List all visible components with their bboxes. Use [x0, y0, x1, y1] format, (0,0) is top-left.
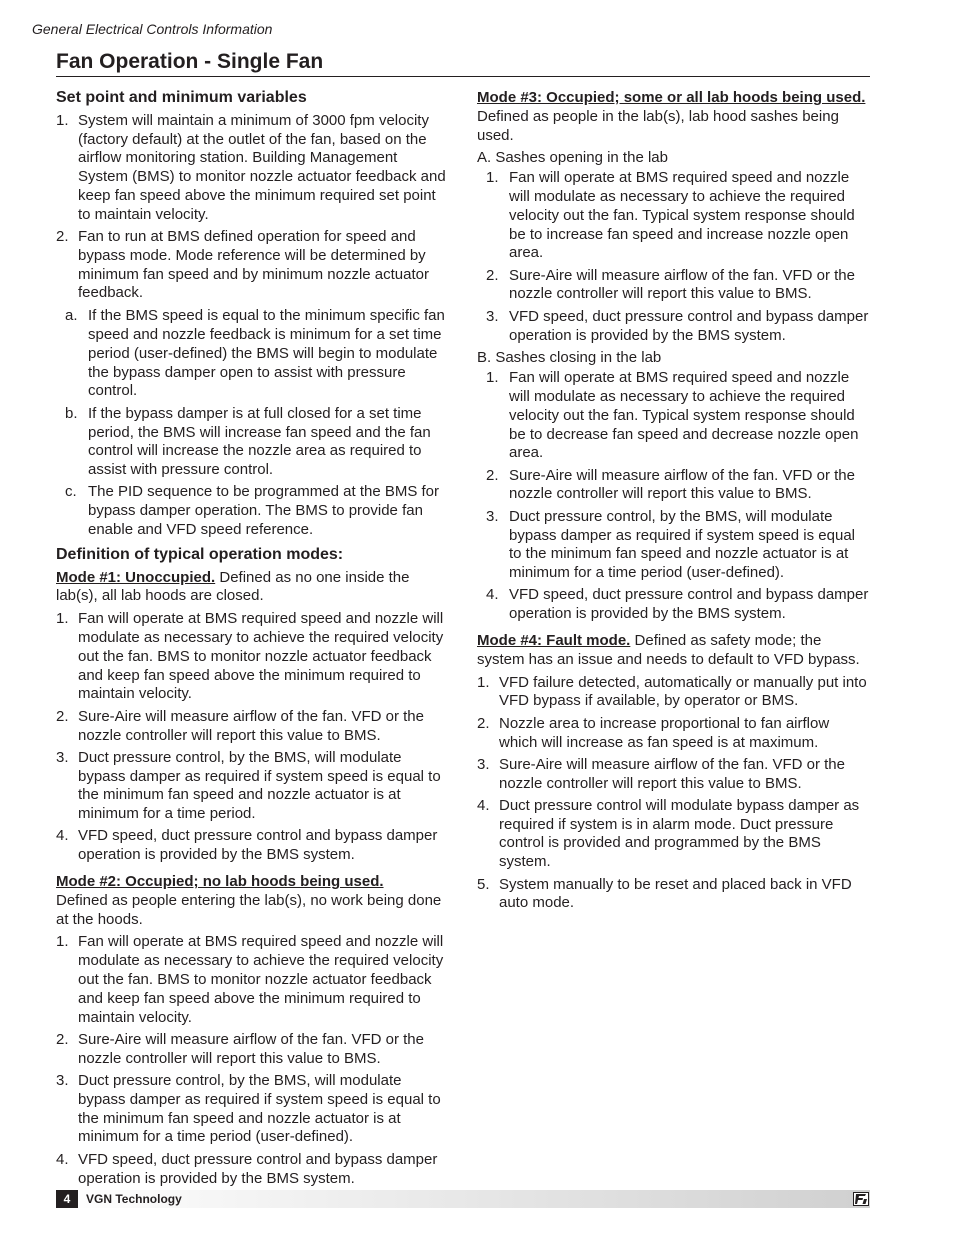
list-marker: b.	[65, 404, 78, 422]
list-item	[56, 708, 450, 746]
list-item	[56, 307, 450, 401]
list-item	[56, 1031, 450, 1069]
list-marker: 5.	[477, 875, 490, 893]
mode1-intro	[56, 569, 450, 607]
list-text: Sure-Aire will measure airflow of the fan. VFD or the nozzle controller will report this value to BMS.	[78, 707, 424, 744]
list-item	[56, 228, 450, 303]
list-text: Sure-Aire will measure airflow of the fan. VFD or the nozzle controller will report this value to BMS.	[499, 755, 845, 792]
mode3b-list	[477, 369, 871, 624]
list-item	[56, 827, 450, 865]
list-item	[56, 1151, 450, 1189]
list-item	[477, 467, 871, 505]
list-text: Fan to run at BMS defined operation for speed and bypass mode. Mode reference will be determined by minimum fan speed and by minimum nozzle actuator feedback.	[78, 228, 429, 302]
list-text: VFD speed, duct pressure control and bypass damper operation is provided by the BMS system.	[509, 586, 869, 623]
list-text: Duct pressure control will modulate bypass damper as required if system is in alarm mode. Duct pressure control is provided and programmed by the BMS system.	[499, 796, 860, 871]
list-item	[477, 169, 871, 263]
list-marker: 2.	[56, 707, 69, 725]
setpoint-list	[56, 112, 450, 303]
list-marker: a.	[65, 307, 78, 325]
list-marker: 2.	[56, 228, 69, 246]
page-number: 4	[56, 1190, 78, 1208]
list-marker: 2.	[486, 466, 499, 484]
list-text: Duct pressure control, by the BMS, will modulate bypass damper as required if system speed is equal to the minimum fan speed and nozzle actuator is at minimum for a time period (user-defined).	[509, 507, 856, 582]
list-text: Sure-Aire will measure airflow of the fan. VFD or the nozzle controller will report this value to BMS.	[509, 466, 855, 503]
list-text: VFD failure detected, automatically or manually put into VFD bypass if available, by operator or BMS.	[499, 673, 867, 710]
list-item	[477, 508, 871, 583]
list-item	[56, 112, 450, 225]
list-marker: 3.	[486, 507, 499, 525]
list-marker: 2.	[56, 1030, 69, 1048]
list-item	[477, 308, 871, 346]
list-text: Fan will operate at BMS required speed and nozzle will modulate as necessary to achieve the required velocity out the fan. Typical system response should be to increase fan speed and increase nozzle open area.	[509, 169, 855, 262]
list-item	[56, 1072, 450, 1147]
list-marker: 2.	[486, 266, 499, 284]
list-text: Sure-Aire will measure airflow of the fan. VFD or the nozzle controller will report this value to BMS.	[509, 266, 855, 303]
list-item	[477, 586, 871, 624]
list-text: Fan will operate at BMS required speed and nozzle will modulate as necessary to achieve the required velocity out the fan. Typical system response should be to decrease fan speed and decrease nozzle open area.	[509, 369, 859, 462]
greenheck-logo-icon	[853, 1192, 869, 1206]
mode3a-heading: A. Sashes opening in the lab	[477, 149, 668, 167]
list-item	[56, 483, 450, 539]
list-marker: 1.	[486, 369, 499, 387]
running-header: General Electrical Controls Information	[32, 21, 273, 37]
mode3-label: Mode #3: Occupied; some or all lab hoods being used.	[477, 89, 866, 106]
list-item	[477, 715, 871, 753]
mode2-list	[56, 933, 450, 1188]
list-marker: 4.	[486, 586, 499, 604]
list-marker: 1.	[56, 610, 69, 628]
list-marker: 4.	[56, 1150, 69, 1168]
left-column	[56, 89, 450, 1192]
mode1-description: Defined as no one inside the lab(s), all lab hoods are closed.	[56, 568, 410, 605]
setpoint-sublist	[56, 307, 450, 540]
mode4-label: Mode #4: Fault mode.	[477, 632, 631, 650]
list-item	[56, 933, 450, 1027]
list-marker: 3.	[486, 307, 499, 325]
list-item	[477, 797, 871, 872]
list-text: Duct pressure control, by the BMS, will modulate bypass damper as required if system speed is equal to the minimum fan speed and nozzle actuator is at minimum for a time period.	[78, 748, 441, 823]
list-marker: 1.	[56, 933, 69, 951]
list-marker: 2.	[477, 714, 490, 732]
list-marker: 4.	[477, 796, 490, 814]
list-marker: 3.	[477, 755, 490, 773]
list-text: The PID sequence to be programmed at the BMS for bypass damper operation. The BMS to provide fan enable and VFD speed reference.	[88, 483, 440, 539]
mode1-label: Mode #1: Unoccupied.	[56, 568, 216, 586]
mode4-list	[477, 674, 871, 914]
mode4-description: Defined as safety mode; the system has an issue and needs to default to VFD bypass.	[477, 632, 860, 668]
mode3b-heading: B. Sashes closing in the lab	[477, 349, 662, 367]
mode2-label: Mode #2: Occupied; no lab hoods being used.	[56, 873, 384, 891]
list-text: VFD speed, duct pressure control and bypass damper operation is provided by the BMS system.	[509, 307, 869, 344]
mode3a-list	[477, 169, 871, 345]
list-item	[56, 405, 450, 480]
list-item	[56, 610, 450, 704]
list-text: Sure-Aire will measure airflow of the fan. VFD or the nozzle controller will report this value to BMS.	[78, 1030, 424, 1067]
list-item	[477, 756, 871, 794]
list-text: Nozzle area to increase proportional to fan airflow which will increase as fan speed is at maximum.	[499, 714, 830, 751]
mode3-intro	[477, 89, 871, 145]
list-text: Fan will operate at BMS required speed and nozzle will modulate as necessary to achieve the required velocity out the fan. BMS to monitor nozzle actuator feedback and keep fan speed above the minimum required to maintain velocity.	[78, 610, 444, 703]
list-marker: 4.	[56, 827, 69, 845]
mode4-intro	[477, 632, 871, 670]
mode3-description: Defined as people in the lab(s), lab hood sashes being used.	[477, 107, 839, 144]
list-item	[56, 749, 450, 824]
list-text: Fan will operate at BMS required speed and nozzle will modulate as necessary to achieve the required velocity out the fan. BMS to monitor nozzle actuator feedback and keep fan speed above the minimum required to maintain velocity.	[78, 933, 444, 1026]
list-marker: 1.	[56, 111, 69, 129]
list-item	[477, 369, 871, 463]
list-item	[477, 674, 871, 712]
list-marker: 3.	[56, 748, 69, 766]
list-item	[477, 267, 871, 305]
page-title: Fan Operation - Single Fan	[56, 50, 324, 73]
list-text: VFD speed, duct pressure control and bypass damper operation is provided by the BMS system.	[78, 1150, 438, 1187]
list-text: Duct pressure control, by the BMS, will modulate bypass damper as required if system speed is equal to the minimum fan speed and nozzle actuator is at minimum for a time period (user-defined).	[78, 1072, 441, 1146]
mode2-intro	[56, 873, 450, 929]
list-text: If the BMS speed is equal to the minimum specific fan speed and nozzle feedback is minimum for a set time period (user-defined) the BMS will begin to modulate the bypass damper open to assist with pressure control.	[88, 307, 445, 400]
right-column	[477, 89, 871, 917]
list-item	[477, 876, 871, 914]
list-marker: 3.	[56, 1072, 69, 1090]
footer-label: VGN Technology	[86, 1192, 182, 1206]
list-text: System manually to be reset and placed back in VFD auto mode.	[499, 875, 852, 912]
list-marker: c.	[65, 483, 77, 501]
list-text: System will maintain a minimum of 3000 fpm velocity (factory default) at the outlet of the fan, based on the airflow monitoring station. Building Management System (BMS) to monitor nozzle actuator feedback and keep fan speed above the minimum required set point to maintain velocity.	[78, 111, 446, 223]
mode1-list	[56, 610, 450, 865]
list-text: If the bypass damper is at full closed for a set time period, the BMS will increase fan speed and the fan control will increase the nozzle area as required to assist with pressure control.	[88, 404, 431, 479]
setpoint-heading: Set point and minimum variables	[56, 89, 307, 106]
list-marker: 1.	[486, 169, 499, 187]
modes-heading: Definition of typical operation modes:	[56, 545, 344, 563]
title-divider	[56, 76, 870, 77]
list-marker: 1.	[477, 673, 490, 691]
list-text: VFD speed, duct pressure control and bypass damper operation is provided by the BMS system.	[78, 827, 438, 864]
mode2-description: Defined as people entering the lab(s), no work being done at the hoods.	[56, 891, 442, 928]
